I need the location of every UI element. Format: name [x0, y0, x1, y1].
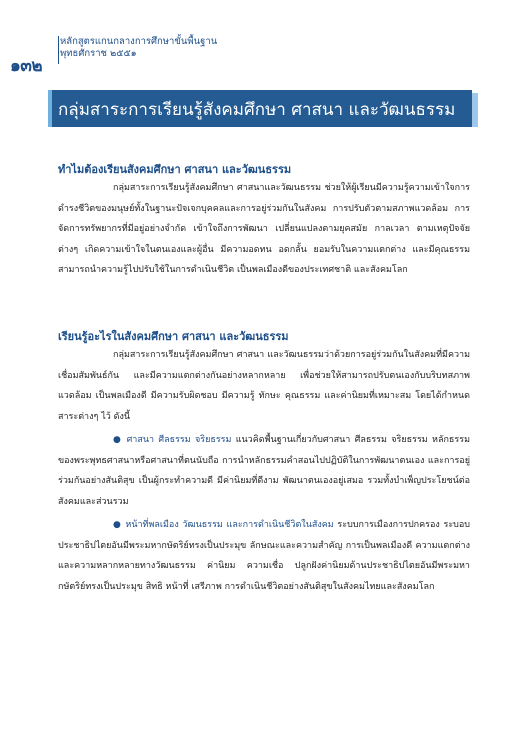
bullet-item-civics: [58, 515, 470, 597]
section-heading-what: เรียนรู้อะไรในสังคมศึกษา ศาสนา และวัฒนธรรม: [58, 330, 289, 343]
section-heading-why: ทำไมต้องเรียนสังคมศึกษา ศาสนา และวัฒนธรรม: [58, 163, 292, 176]
page-number: ๑๓๒: [10, 56, 43, 76]
page-title: กลุ่มสาระการเรียนรู้สังคมศึกษา ศาสนา และวัฒนธรรม: [58, 100, 456, 120]
bullet-text-religion: แนวคิดพื้นฐานเกี่ยวกับศาสนา ศีลธรรม จริยธรรม หลักธรรมของพระพุทธศาสนาหรือศาสนาที่ตนนับถือ การนำหลักธรรมคำสอนไปปฏิบัติในการพัฒนาตนเอง และการอยู่ร่วมกันอย่างสันติสุข เป็นผู้กระทำความดี มีค่านิยมที่ดีงาม พัฒนาตนเองอยู่เสมอ รวมทั้งบำเพ็ญประโยชน์ต่อสังคมและส่วนรวม: [58, 435, 470, 507]
header-year: พุทธศักราช ๒๕๕๑: [60, 48, 137, 59]
header-divider: [58, 36, 59, 64]
bullet-icon: ●: [113, 435, 123, 445]
bullet-icon: ●: [113, 520, 122, 530]
bullet-text-civics: ระบบการเมืองการปกครอง ระบอบประชาธิปไตยอันมีพระมหากษัตริย์ทรงเป็นประมุข ลักษณะและความสำคัญ การเป็นพลเมืองดี ความแตกต่างและความหลากหลายทางวัฒนธรรม ค่านิยม ความเชื่อ ปลูกฝังค่านิยมด้านประชาธิปไตยอันมีพระมหากษัตริย์ทรงเป็นประมุข สิทธิ หน้าที่ เสรีภาพ การดำเนินชีวิตอย่างสันติสุขในสังคมไทยและสังคมโลก: [58, 520, 470, 592]
bullet-item-religion: [58, 430, 470, 512]
paragraph-what: กลุ่มสาระการเรียนรู้สังคมศึกษา ศาสนา และวัฒนธรรมว่าด้วยการอยู่ร่วมกันในสังคมที่มีความเชื่อมสัมพันธ์กัน และมีความแตกต่างกันอย่างหลากหลาย เพื่อช่วยให้สามารถปรับตนเองกับบริบทสภาพแวดล้อม เป็นพลเมืองดี มีความรับผิดชอบ มีความรู้ ทักษะ คุณธรรม และค่านิยมที่เหมาะสม โดยได้กำหนดสาระต่างๆ ไว้ ดังนี้: [58, 350, 470, 422]
paragraph-why: กลุ่มสาระการเรียนรู้สังคมศึกษา ศาสนาและวัฒนธรรม ช่วยให้ผู้เรียนมีความรู้ความเข้าใจการดำรงชีวิตของมนุษย์ทั้งในฐานะปัจเจกบุคคลและการอยู่ร่วมกันในสังคม การปรับตัวตามสภาพแวดล้อม การจัดการทรัพยากรที่มีอยู่อย่างจำกัด เข้าใจถึงการพัฒนา เปลี่ยนแปลงตามยุคสมัย กาลเวลา ตามเหตุปัจจัยต่างๆ เกิดความเข้าใจในตนเองและผู้อื่น มีความอดทน อดกลั้น ยอมรับในความแตกต่าง และมีคุณธรรม สามารถนำความรู้ไปปรับใช้ในการดำเนินชีวิต เป็นพลเมืองดีของประเทศชาติ และสังคมโลก: [58, 183, 470, 275]
title-banner: [48, 90, 472, 127]
header-curriculum-title: หลักสูตรแกนกลางการศึกษาขั้นพื้นฐาน: [60, 36, 218, 47]
bullet-term-civics: หน้าที่พลเมือง วัฒนธรรม และการดำเนินชีวิตในสังคม: [125, 520, 334, 530]
bullet-term-religion: ศาสนา ศีลธรรม จริยธรรม: [126, 435, 232, 445]
